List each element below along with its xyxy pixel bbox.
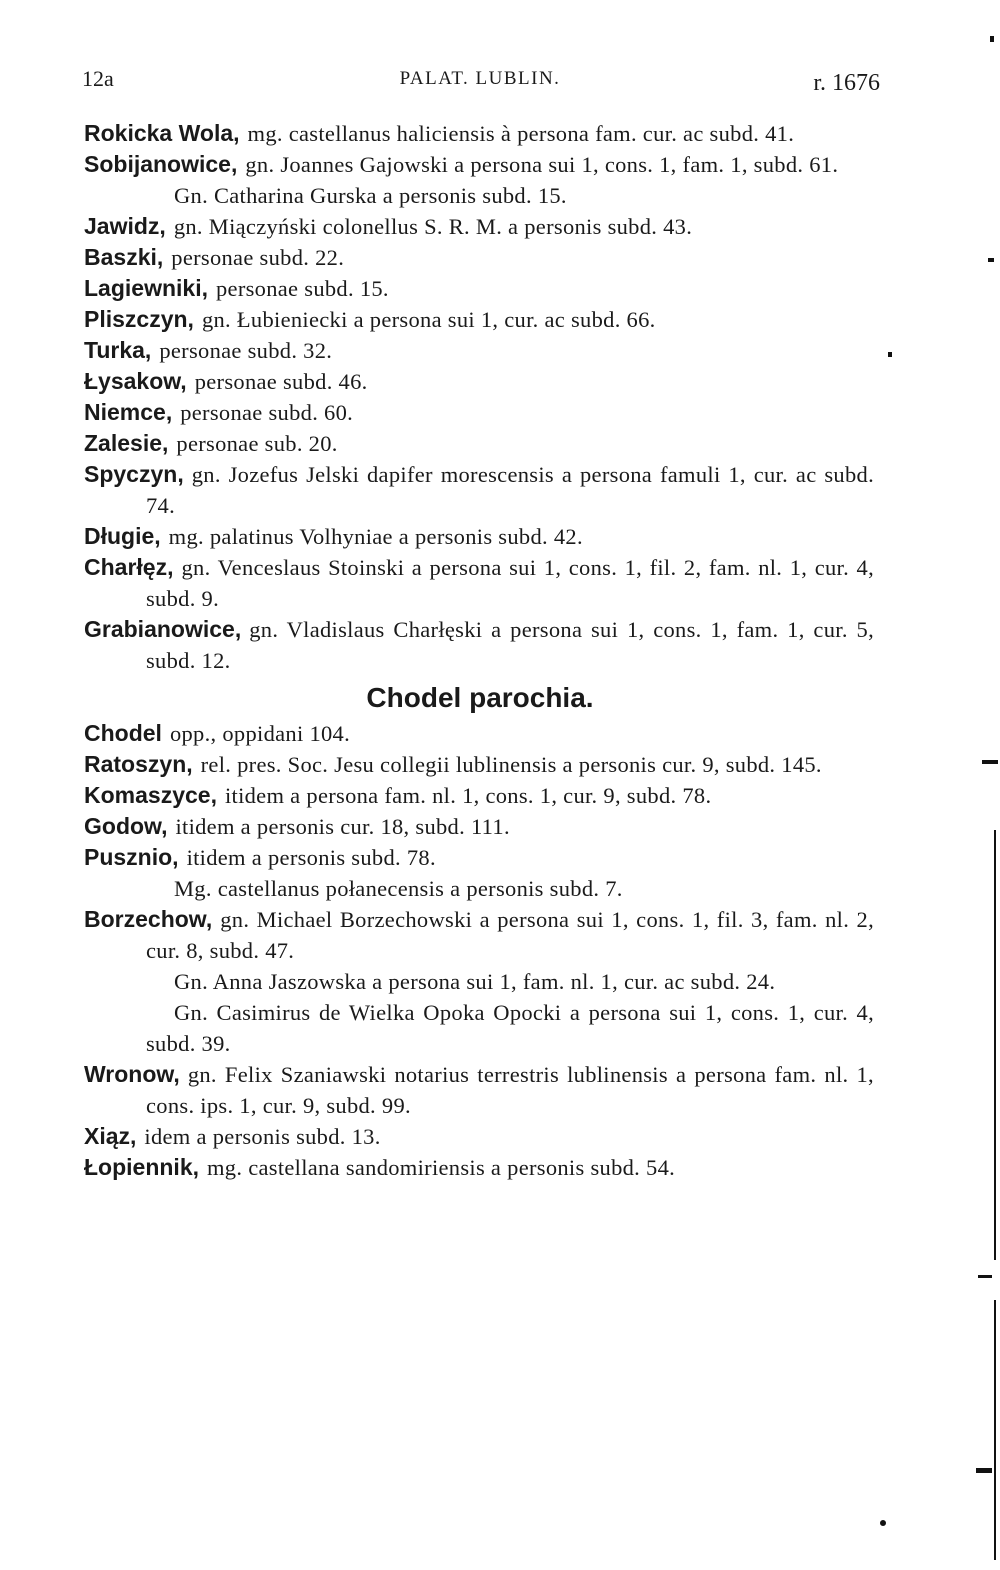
list-item <box>84 397 874 428</box>
list-item <box>146 997 874 1059</box>
scan-mark <box>888 352 892 357</box>
list-item <box>84 614 874 676</box>
list-item <box>146 966 874 997</box>
entry-text: itidem a personis cur. 18, subd. 111. <box>175 814 510 839</box>
entry-text: gn. Michael Borzechowski a persona sui 1, cons. 1, fil. 3, fam. nl. 2, cur. 8, subd. 47. <box>146 907 874 963</box>
place-name: Godow, <box>84 813 168 839</box>
entry-text: gn. Felix Szaniawski notarius terrestris lublinensis a persona fam. nl. 1, cons. ips. 1, cur. 9, subd. 99. <box>146 1062 874 1118</box>
list-item <box>84 842 874 873</box>
running-title: PALAT. LUBLIN. <box>399 68 561 89</box>
place-name: Chodel <box>84 720 162 746</box>
place-name: Lagiewniki, <box>84 275 208 301</box>
place-name: Komaszyce, <box>84 782 217 808</box>
entry-text: mg. palatinus Volhyniae a personis subd. 42. <box>168 524 583 549</box>
entry-text: gn. Miączyński colonellus S. R. M. a personis subd. 43. <box>173 214 693 239</box>
entry-text: gn. Venceslaus Stoinski a persona sui 1, cons. 1, fil. 2, fam. nl. 1, cur. 4, subd. 9. <box>146 555 874 611</box>
list-item <box>84 1121 874 1152</box>
entry-text: idem a personis subd. 13. <box>144 1124 381 1149</box>
entry-text: personae subd. 15. <box>215 276 389 301</box>
entry-text: Mg. castellanus połanecensis a personis subd. 7. <box>174 876 623 901</box>
list-item <box>84 242 874 273</box>
entry-text: rel. pres. Soc. Jesu collegii lublinensis a personis cur. 9, subd. 145. <box>200 752 822 777</box>
list-item <box>146 873 874 904</box>
list-item <box>84 552 874 614</box>
entry-text: personae subd. 46. <box>194 369 368 394</box>
list-item <box>84 459 874 521</box>
entry-text: personae subd. 60. <box>180 400 354 425</box>
section-title: Chodel parochia. <box>366 682 594 713</box>
list-item <box>84 149 874 180</box>
place-name: Sobijanowice, <box>84 151 238 177</box>
scan-mark <box>988 258 994 262</box>
list-item <box>84 811 874 842</box>
entry-text: itidem a personis subd. 78. <box>186 845 436 870</box>
list-item <box>84 749 874 780</box>
place-name: Turka, <box>84 337 152 363</box>
list-item <box>84 718 874 749</box>
list-item <box>84 335 874 366</box>
list-item <box>84 428 874 459</box>
list-item <box>84 273 874 304</box>
place-name: Charłęz, <box>84 554 174 580</box>
list-item <box>84 366 874 397</box>
year-label: r. 1676 <box>813 70 880 96</box>
scan-mark <box>880 1520 886 1526</box>
entry-text: Gn. Anna Jaszowska a persona sui 1, fam. nl. 1, cur. ac subd. 24. <box>174 969 776 994</box>
place-name: Pliszczyn, <box>84 306 194 332</box>
place-name: Długie, <box>84 523 161 549</box>
entry-list-part1 <box>0 118 1000 676</box>
page-number: 12a <box>82 66 114 91</box>
entry-text: gn. Jozefus Jelski dapifer morescensis a persona famuli 1, cur. ac subd. 74. <box>146 462 874 518</box>
list-item <box>84 211 874 242</box>
scan-mark <box>994 1300 996 1560</box>
place-name: Wronow, <box>84 1061 180 1087</box>
entry-text: personae subd. 32. <box>159 338 333 363</box>
page-body <box>0 118 1000 1183</box>
entry-text: mg. castellanus haliciensis à persona fam. cur. ac subd. 41. <box>247 121 795 146</box>
place-name: Grabianowice, <box>84 616 242 642</box>
list-item <box>84 1059 874 1121</box>
page-header <box>80 62 880 102</box>
entry-text: Gn. Catharina Gurska a personis subd. 15. <box>174 183 567 208</box>
entry-text: gn. Łubieniecki a persona sui 1, cur. ac subd. 66. <box>201 307 656 332</box>
list-item <box>84 521 874 552</box>
place-name: Ratoszyn, <box>84 751 193 777</box>
place-name: Niemce, <box>84 399 173 425</box>
place-name: Spyczyn, <box>84 461 184 487</box>
list-item <box>84 118 874 149</box>
entry-text: itidem a persona fam. nl. 1, cons. 1, cur. 9, subd. 78. <box>224 783 712 808</box>
place-name: Xiąz, <box>84 1123 137 1149</box>
entry-text: gn. Vladislaus Charłęski a persona sui 1, cons. 1, fam. 1, cur. 5, subd. 12. <box>146 617 874 673</box>
list-item <box>146 180 874 211</box>
place-name: Rokicka Wola, <box>84 120 240 146</box>
scan-mark <box>994 830 996 1260</box>
entry-text: personae sub. 20. <box>176 431 338 456</box>
list-item <box>84 1152 874 1183</box>
scan-mark <box>982 760 998 764</box>
place-name: Jawidz, <box>84 213 166 239</box>
place-name: Łysakow, <box>84 368 187 394</box>
place-name: Borzechow, <box>84 906 213 932</box>
entry-text: Gn. Casimirus de Wielka Opoka Opocki a persona sui 1, cons. 1, cur. 4, subd. 39. <box>146 1000 874 1056</box>
scan-mark <box>990 36 994 42</box>
entry-text: opp., oppidani 104. <box>169 721 351 746</box>
entry-text: mg. castellana sandomiriensis a personis subd. 54. <box>207 1155 676 1180</box>
list-item <box>84 304 874 335</box>
scan-mark <box>978 1275 992 1278</box>
place-name: Zalesie, <box>84 430 169 456</box>
list-item <box>84 904 874 966</box>
entry-text: personae subd. 22. <box>171 245 345 270</box>
place-name: Łopiennik, <box>84 1154 199 1180</box>
entry-text: gn. Joannes Gajowski a persona sui 1, cons. 1, fam. 1, subd. 61. <box>245 152 839 177</box>
place-name: Baszki, <box>84 244 164 270</box>
scan-mark <box>976 1468 992 1473</box>
list-item <box>84 780 874 811</box>
entry-list-part2 <box>0 718 1000 1183</box>
place-name: Pusznio, <box>84 844 179 870</box>
